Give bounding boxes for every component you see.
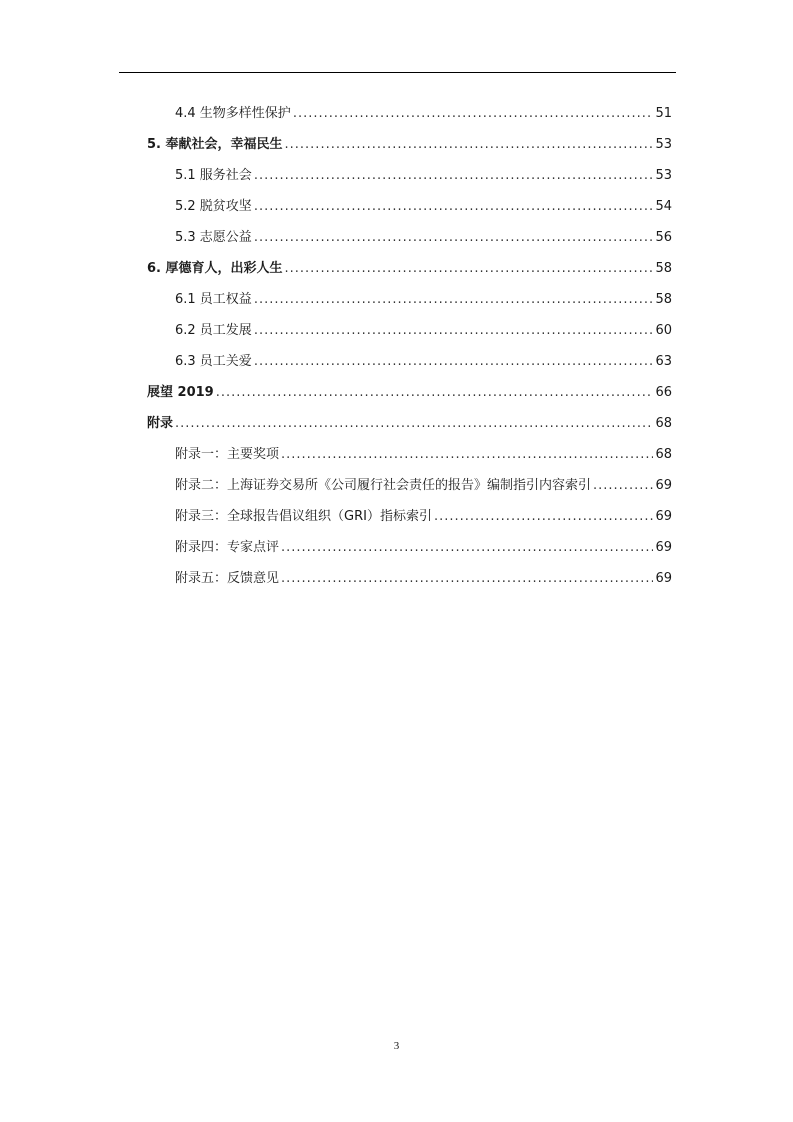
toc-entry-label: 附录二：上海证券交易所《公司履行社会责任的报告》编制指引内容索引 [175,478,592,493]
toc-entry-page: 53 [655,168,672,183]
toc-entry[interactable] [147,501,672,532]
toc-entry-page: 54 [655,199,672,214]
toc-entry[interactable] [147,346,672,377]
toc-entry-label: 6.2 员工发展 [175,323,252,338]
toc-entry-label: 5.2 脱贫攻坚 [175,199,252,214]
toc-entry-page: 60 [655,323,672,338]
toc-entry-label: 附录 [147,416,174,431]
toc-entry-page: 51 [655,106,672,121]
toc-entry-label: 附录一：主要奖项 [175,447,280,462]
toc-entry[interactable] [147,377,672,408]
toc-entry-label: 展望 2019 [147,385,214,400]
toc-entry-label: 附录四：专家点评 [175,540,280,555]
toc-entry[interactable] [147,284,672,315]
toc-entry[interactable] [147,222,672,253]
toc-entry[interactable] [147,408,672,439]
page-number: 3 [393,1040,400,1052]
toc-entry-page: 69 [655,540,672,555]
toc-entry-label: 5.1 服务社会 [175,168,252,183]
dot-leader [434,501,654,532]
dot-leader [254,346,654,377]
toc-entry-page: 53 [655,137,672,152]
toc-entry-page: 69 [655,571,672,586]
toc-entry[interactable] [147,470,672,501]
dot-leader [281,563,653,594]
toc-entry[interactable] [147,191,672,222]
toc-entry-page: 66 [655,385,672,400]
toc-entry-label: 4.4 生物多样性保护 [175,106,291,121]
toc-entry-page: 56 [655,230,672,245]
dot-leader [281,532,653,563]
dot-leader [216,377,654,408]
toc-entry-label: 6.1 员工权益 [175,292,252,307]
dot-leader [254,222,654,253]
toc-entry[interactable] [147,315,672,346]
toc-entry[interactable] [147,253,672,284]
dot-leader [254,284,654,315]
dot-leader [254,315,654,346]
toc-entry-page: 68 [655,416,672,431]
toc-entry-page: 58 [655,292,672,307]
dot-leader [254,160,654,191]
dot-leader [254,191,654,222]
toc-entry[interactable] [147,160,672,191]
toc-entry[interactable] [147,98,672,129]
toc-entry-label: 6.3 员工关爱 [175,354,252,369]
toc-entry-page: 58 [655,261,672,276]
dot-leader [281,439,653,470]
toc-entry[interactable] [147,563,672,594]
dot-leader [285,129,654,160]
toc-entry-page: 69 [655,509,672,524]
dot-leader [593,470,653,501]
toc-entry-label: 附录五：反馈意见 [175,571,280,586]
toc-entry[interactable] [147,532,672,563]
toc-entry-label: 6. 厚德育人，出彩人生 [147,261,283,276]
dot-leader [285,253,654,284]
toc-entry-page: 63 [655,354,672,369]
dot-leader [175,408,653,439]
toc-entry-label: 5.3 志愿公益 [175,230,252,245]
toc-entry-page: 68 [655,447,672,462]
toc-entry[interactable] [147,439,672,470]
dot-leader [293,98,654,129]
header-rule [119,72,676,73]
toc-entry-page: 69 [655,478,672,493]
toc-entry[interactable] [147,129,672,160]
table-of-contents [147,98,672,594]
toc-entry-label: 5. 奉献社会，幸福民生 [147,137,283,152]
toc-entry-label: 附录三：全球报告倡议组织（GRI）指标索引 [175,509,432,524]
